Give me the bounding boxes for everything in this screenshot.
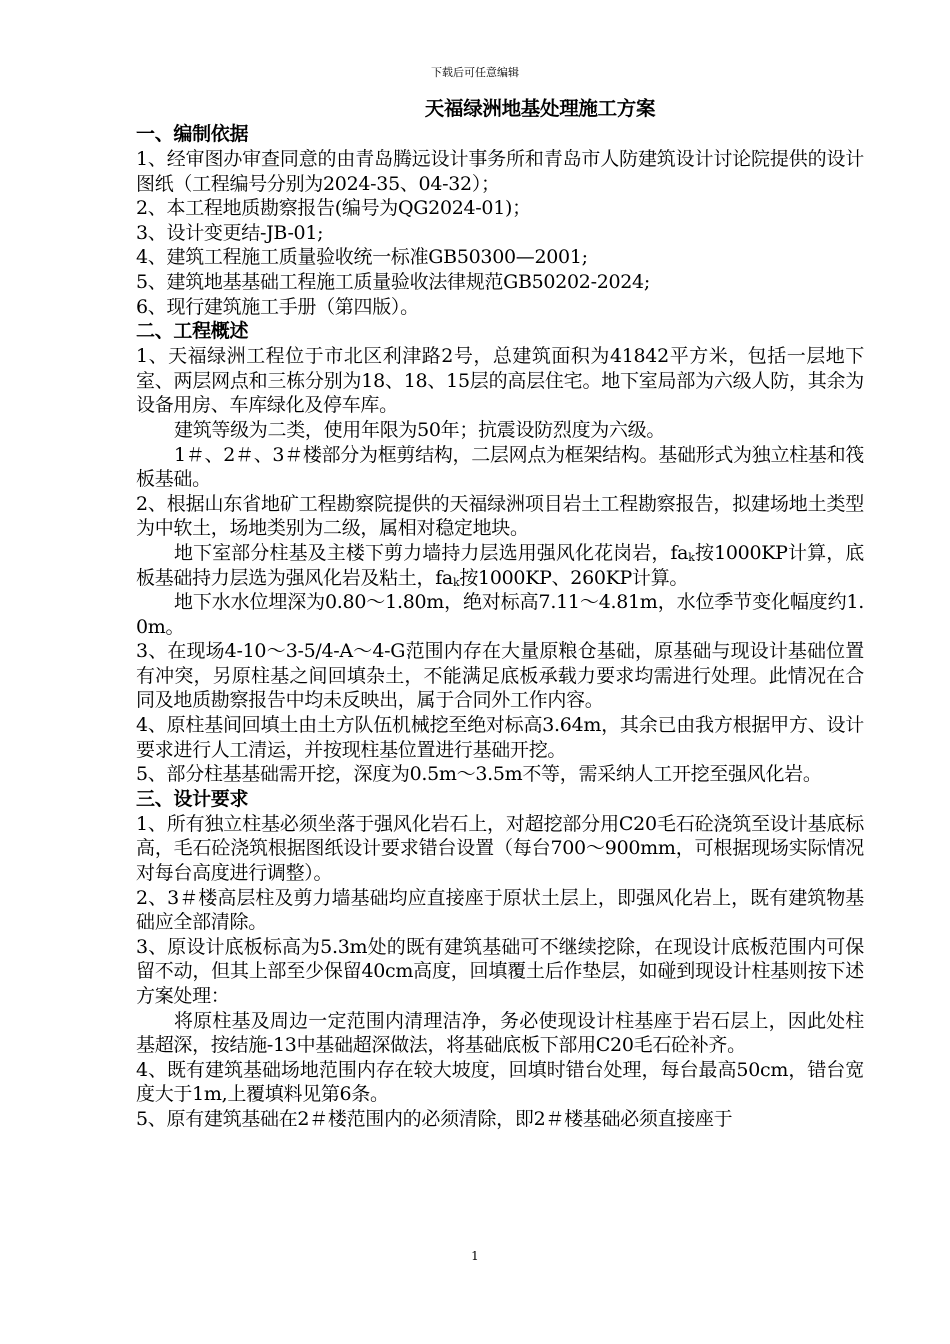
subscript-k: k: [688, 550, 695, 564]
overview-paragraph: 建筑等级为二类，使用年限为50年；抗震设防烈度为六级。: [174, 418, 666, 441]
subscript-k: k: [452, 575, 460, 589]
overview-paragraph: 2、根据山东省地矿工程勘察院提供的天福绿洲项目岩土工程勘察报告，拟建场地土类型为中软土，场地类别为二级，属相对稳定地块。: [136, 492, 864, 540]
overview-paragraph: 1、天福绿洲工程位于市北区利津路2号，总建筑面积为41842平方米，包括一层地下室、两层网点和三栋分别为18、18、15层的高层住宅。地下室局部为六级人防，其余为设备用房、车库绿化及停车库。: [136, 345, 864, 417]
text-run: 按1000KP、260KP计算。: [459, 566, 689, 589]
requirement-paragraph: 将原柱基及周边一定范围内清理洁净，务必使现设计柱基座于岩石层上，因此处柱基超深，按结施-13中基础超深做法，将基础底板下部用C20毛石砼补齐。: [136, 1009, 864, 1057]
basis-item: 6、现行建筑施工手册（第四版）。: [136, 295, 419, 318]
overview-paragraph: 3、在现场4-10～3-5/4-A～4-G范围内存在大量原粮仓基础，原基础与现设计基础位置有冲突，另原柱基之间回填杂土，不能满足底板承载力要求均需进行处理。此情况在合同及地质勘察报告中均未反映出，属于合同外工作内容。: [136, 640, 864, 712]
section-heading-overview: 二、工程概述: [136, 320, 249, 343]
document-title: 天福绿洲地基处理施工方案: [424, 97, 656, 120]
section-heading-requirements: 三、设计要求: [136, 787, 249, 810]
page-number: 1: [471, 1249, 479, 1263]
overview-paragraph: 地下水水位埋深为0.80～1.80m，绝对标高7.11～4.81m，水位季节变化幅度约1.0m。: [136, 591, 864, 638]
basis-item: 1、经审图办审查同意的由青岛腾远设计事务所和青岛市人防建筑设计讨论院提供的设计图纸（工程编号分别为2024-35、04-32）；: [136, 148, 864, 195]
text-run: 按1000KP计算，底板基础持力层选为强风化岩及粘土，fa: [136, 541, 864, 589]
requirement-paragraph: 1、所有独立柱基必须坐落于强风化岩石上，对超挖部分用C20毛石砼浇筑至设计基底标高，毛石砼浇筑根据图纸设计要求错台设置（每台700～900mm，可根据现场实际情况对每台高度进行调整）。: [136, 812, 864, 885]
requirement-paragraph: 5、原有建筑基础在2＃楼范围内的必须清除，即2＃楼基础必须直接座于: [136, 1107, 733, 1130]
text-run: 地下室部分柱基及主楼下剪力墙持力层选用强风化花岗岩，fa: [174, 541, 689, 564]
overview-paragraph: 5、部分柱基基础需开挖，深度为0.5m～3.5m不等，需采纳人工开挖至强风化岩。: [136, 763, 822, 786]
requirement-paragraph: 3、原设计底板标高为5.3m处的既有建筑基础可不继续挖除，在现设计底板范围内可保留不动，但其上部至少保留40cm高度，回填覆土后作垫层，如碰到现设计柱基则按下述方案处理：: [136, 935, 864, 1007]
basis-item: 4、建筑工程施工质量验收统一标准GB50300—2001;: [136, 246, 588, 269]
header-note: 下载后可任意编辑: [431, 66, 519, 79]
overview-paragraph: 4、原柱基间回填土由土方队伍机械挖至绝对标高3.64m，其余已由我方根据甲方、设计要求进行人工清运，并按现柱基位置进行基础开挖。: [136, 714, 864, 761]
requirement-paragraph: 4、既有建筑基础场地范围内存在较大坡度，回填时错台处理，每台最高50cm，错台宽度大于1m,上覆填料见第6条。: [136, 1058, 864, 1106]
section-heading-basis: 一、编制依据: [136, 123, 249, 145]
overview-paragraph-bearing: [136, 541, 864, 590]
document-body: [136, 96, 864, 1132]
basis-item: 2、本工程地质勘察报告(编号为QG2024-01)；: [136, 197, 531, 220]
overview-paragraph: 1＃、2＃、3＃楼部分为框剪结构，二层网点为框架结构。基础形式为独立柱基和筏板基础。: [136, 443, 864, 491]
basis-item: 5、建筑地基基础工程施工质量验收法律规范GB50202-2024;: [136, 270, 650, 293]
requirement-paragraph: 2、3＃楼高层柱及剪力墙基础均应直接座于原状土层上，即强风化岩上，既有建筑物基础应全部清除。: [136, 886, 864, 934]
basis-item: 3、设计变更结-JB-01;: [136, 221, 324, 244]
